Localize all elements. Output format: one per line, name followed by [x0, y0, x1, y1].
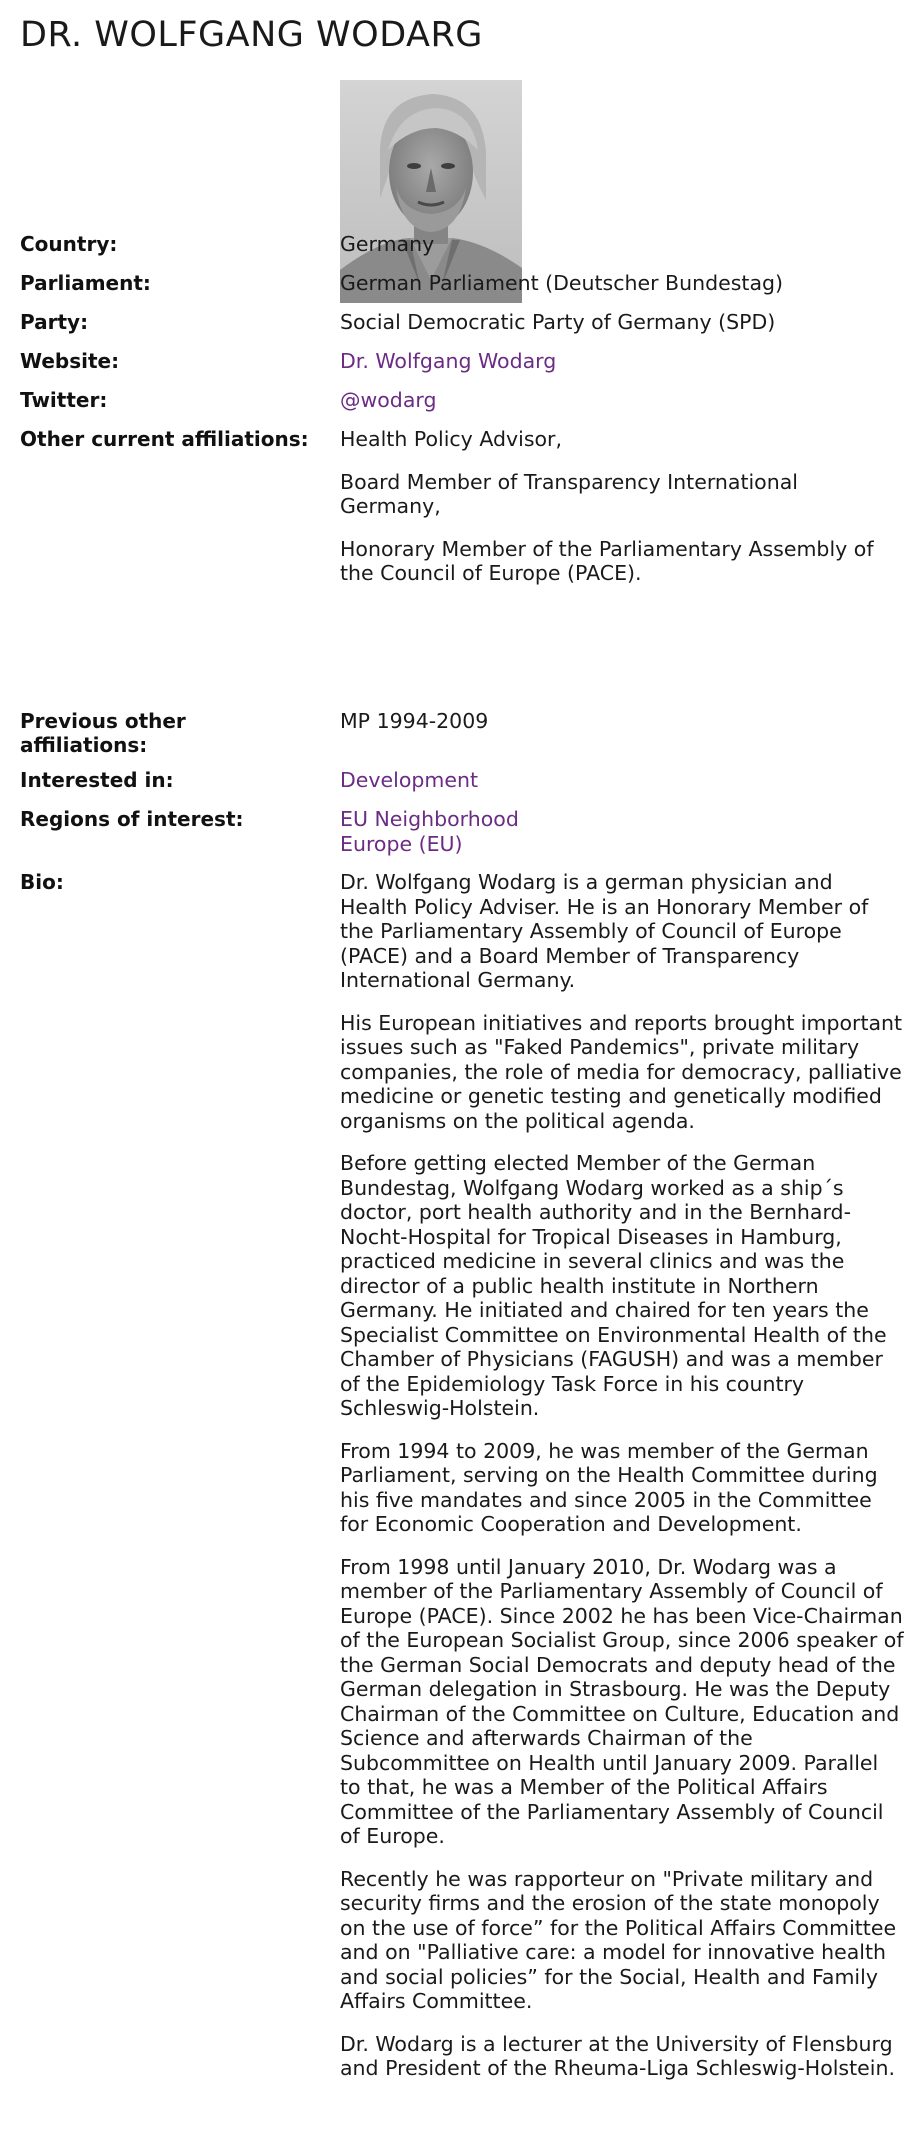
bio-label: Bio:	[20, 870, 64, 894]
portrait-image	[340, 80, 522, 303]
interest-link-development[interactable]: Development	[340, 768, 479, 792]
bio-paragraph: From 1998 until January 2010, Dr. Wodarg was a member of the Parliamentary Assembly of Council of Europe (PACE). Since 2002 he has been Vice-Chairman of the European Socialist Group, since 2006 speaker of the German Social Democrats and deputy head of the German delegation in Strasbourg. He was the Deputy Chairman of the Committee on Culture, Education and Science and afterwards Chairman of the Subcommittee on Health until January 2009. Parallel to that, he was a Member of the Political Affairs Committee of the Parliamentary Assembly of Council of Europe.	[340, 1554, 904, 1848]
other-affiliations-label: Other current affiliations:	[20, 427, 309, 451]
bio-paragraph: Before getting elected Member of the German Bundestag, Wolfgang Wodarg worked as a ship´s doctor, port health authority and in the Bernhard-Nocht-Hospital for Tropical Diseases in Hamburg, practiced medicine in several clinics and was the director of a public health institute in Northern Germany. He initiated and chaired for ten years the Specialist Committee on Environmental Health of the Chamber of Physicians (FAGUSH) and was a member of the Epidemiology Task Force in his country Schleswig-Holstein.	[340, 1151, 887, 1420]
previous-affiliations-value: MP 1994-2009	[340, 709, 489, 733]
website-link[interactable]: Dr. Wolfgang Wodarg	[340, 349, 557, 373]
website-label: Website:	[20, 349, 120, 373]
twitter-label: Twitter:	[20, 388, 108, 412]
bio-paragraph: Dr. Wolfgang Wodarg is a german physician and Health Policy Adviser. He is an Honorary Member of the Parliamentary Assembly of Council of Europe (PACE) and a Board Member of Transparency International Germany.	[340, 870, 869, 992]
bio-text	[340, 870, 905, 2081]
affiliation-item: Board Member of Transparency International Germany,	[340, 469, 798, 518]
parliament-value: German Parliament (Deutscher Bundestag)	[340, 271, 784, 295]
bio-paragraph: His European initiatives and reports brought important issues such as "Faked Pandemics", private military companies, the role of media for democracy, palliative medicine or genetic testing and genetically modified organisms on the political agenda.	[340, 1010, 903, 1133]
region-link-eu-neighborhood[interactable]: EU Neighborhood	[340, 807, 519, 831]
bio-paragraph: Recently he was rapporteur on "Private military and security firms and the erosion of the state monopoly on the use of force” for the Political Affairs Committee and on "Palliative care: a model for innovative health and social policies” for the Social, Health and Family Affairs Committee.	[340, 1866, 897, 2013]
previous-affiliations-label: Previous other affiliations:	[20, 709, 186, 757]
interested-in-label: Interested in:	[20, 768, 174, 792]
portrait-photo	[340, 80, 522, 303]
twitter-link[interactable]: @wodarg	[340, 388, 437, 412]
party-label: Party:	[20, 310, 89, 334]
bio-paragraph: Dr. Wodarg is a lecturer at the University of Flensburg and President of the Rheuma-Liga Schleswig-Holstein.	[340, 2031, 895, 2080]
region-link-europe-eu[interactable]: Europe (EU)	[340, 831, 463, 856]
bio-paragraph: From 1994 to 2009, he was member of the German Parliament, serving on the Health Committee during his five mandates and since 2005 in the Committee for Economic Cooperation and Development.	[340, 1438, 878, 1536]
affiliation-item: Honorary Member of the Parliamentary Assembly of the Council of Europe (PACE).	[340, 536, 874, 585]
party-value: Social Democratic Party of Germany (SPD)	[340, 310, 776, 334]
country-value: Germany	[340, 232, 435, 256]
country-label: Country:	[20, 232, 118, 256]
page-title: DR. WOLFGANG WODARG	[20, 15, 483, 55]
affiliation-item: Health Policy Advisor,	[340, 427, 562, 451]
regions-label: Regions of interest:	[20, 807, 244, 831]
other-affiliations-list	[340, 427, 905, 586]
parliament-label: Parliament:	[20, 271, 151, 295]
